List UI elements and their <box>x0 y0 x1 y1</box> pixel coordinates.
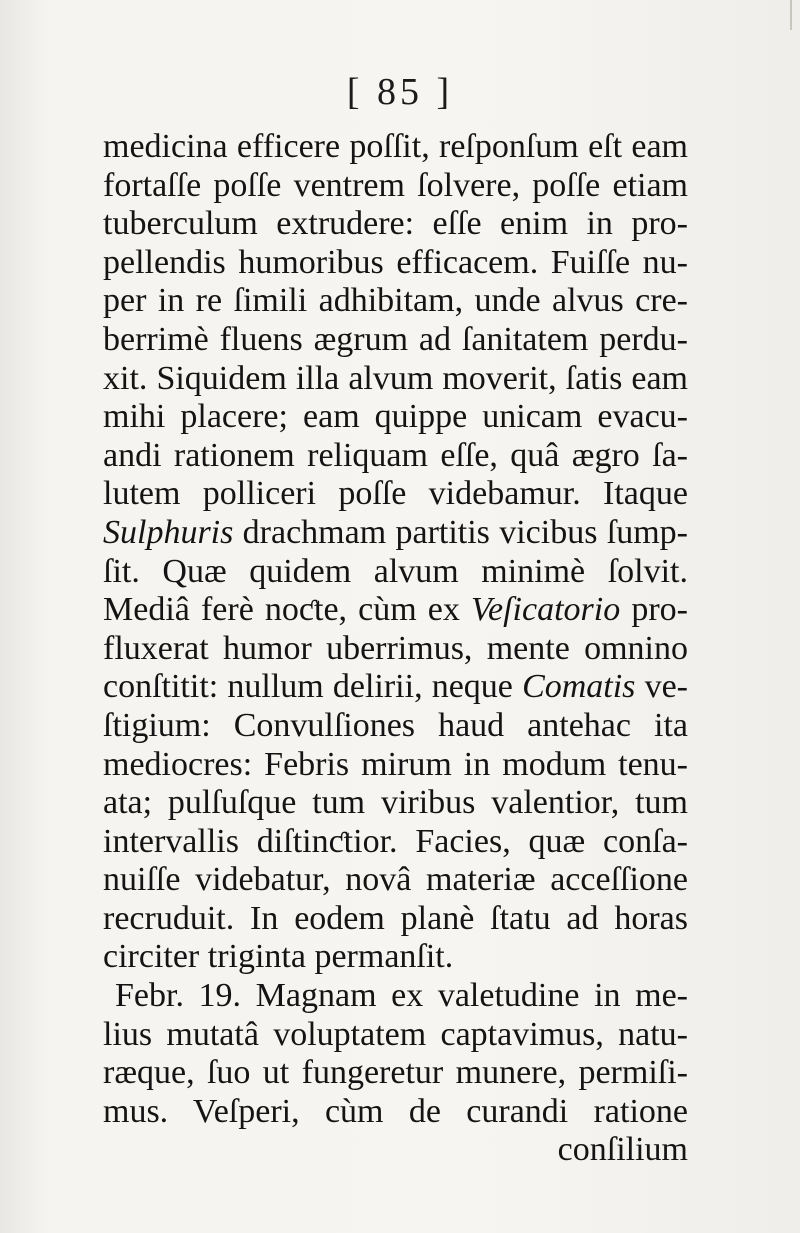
text-line: per in re ſimili adhibitam, unde alvus cre- <box>103 282 688 320</box>
text-line: Mediâ ferè noƈte, cùm ex Veſicatorio pro- <box>103 591 688 629</box>
text-line: mihi placere; eam quippe unicam evacu- <box>103 398 688 436</box>
catchword: conſilium <box>557 1131 688 1169</box>
text-line: berrimè fluens ægrum ad ſanitatem perdu- <box>103 320 688 358</box>
text-line: medicina efficere poſſit, reſponſum eſt eam <box>103 128 688 165</box>
text-line: ræque, ſuo ut fungeretur munere, permiſi- <box>103 1054 688 1092</box>
page-edge-mark <box>790 0 792 30</box>
text-line: pellendis humoribus efficacem. Fuiſſe nu- <box>103 243 688 281</box>
page-number: [ 85 ] <box>346 71 454 113</box>
text-line: nuiſſe videbatur, novâ materiæ acceſſione <box>103 861 688 899</box>
text-line: fluxerat humor uberrimus, mente omnino <box>103 629 688 667</box>
text-line: lius mutatâ voluptatem captavimus, natu- <box>103 1015 688 1053</box>
text-line: mediocres: Febris mirum in modum tenu- <box>103 745 688 783</box>
text-line: tuberculum extrudere: eſſe enim in pro- <box>103 205 688 243</box>
text-line: lutem polliceri poſſe videbamur. Itaque <box>103 475 688 513</box>
text-line: intervallis diſtinƈtior. Facies, quæ conſa- <box>103 822 688 860</box>
body-text <box>103 128 688 1170</box>
text-line: recruduit. In eodem planè ſtatu ad horas <box>103 899 688 937</box>
text-line: Sulphuris drachmam partitis vicibus ſump- <box>103 513 688 551</box>
text-line: mus. Veſperi, cùm de curandi ratione <box>103 1092 688 1130</box>
text-line: ſtigium: Convulſiones haud antehac ita <box>103 706 688 744</box>
text-line: ata; pulſuſque tum viribus valentior, tum <box>103 784 688 822</box>
text-line: xit. Siquidem illa alvum moverit, ſatis eam <box>103 359 688 397</box>
text-line: conſtitit: nullum delirii, neque Comatis ve- <box>103 668 688 706</box>
text-line: fortaſſe poſſe ventrem ſolvere, poſſe etiam <box>103 166 688 204</box>
text-line: andi rationem reliquam eſſe, quâ ægro ſa- <box>103 436 688 474</box>
text-line: Febr. 19. Magnam ex valetudine in me- <box>115 977 688 1015</box>
text-line: circiter triginta permanſit. <box>103 938 454 976</box>
text-line: ſit. Quæ quidem alvum minimè ſolvit. <box>103 552 688 590</box>
